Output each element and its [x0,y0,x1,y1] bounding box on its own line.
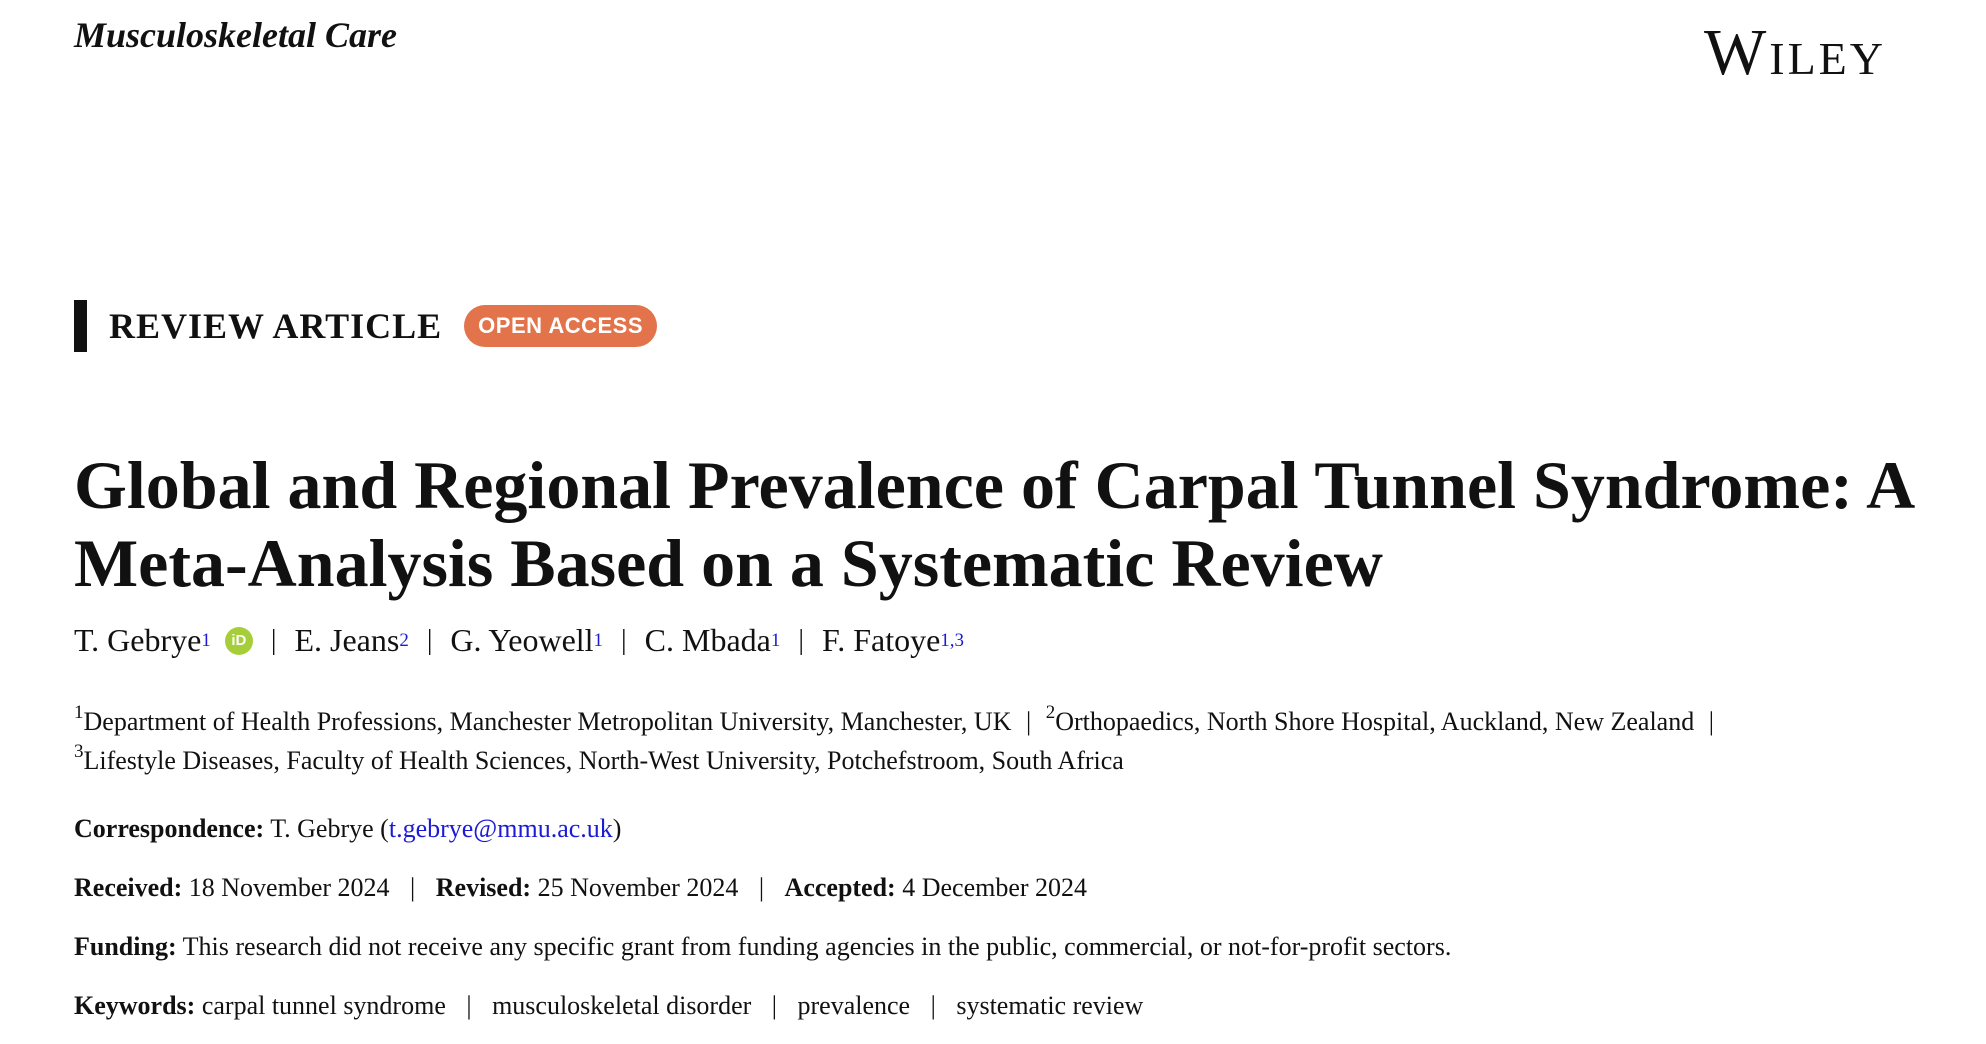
revised-date: 25 November 2024 [537,873,739,902]
funding [74,932,1451,962]
revised-label: Revised: [435,873,532,902]
separator: | [1708,707,1714,736]
keywords [74,991,1143,1021]
separator: | [270,624,277,656]
affiliations [74,702,1794,780]
affiliation: Orthopaedics, North Shore Hospital, Auckland, New Zealand [1055,707,1695,736]
journal-name: Musculoskeletal Care [74,15,398,55]
correspondence-name: T. Gebrye [270,814,374,843]
article-title: Global and Regional Prevalence of Carpal Tunnel Syndrome: A Meta-Analysis Based on a Systematic Review [74,447,1912,601]
author-list: T. Gebrye 1 iD | E. Jeans 2 | G. Yeowell 1 | C. Mbada 1 | F. Fatoye 1,3 [74,622,965,658]
article-dates [74,873,1087,903]
author-name[interactable]: E. Jeans [294,622,400,658]
separator: | [426,624,433,656]
author-name[interactable]: C. Mbada [644,622,771,658]
received-label: Received: [74,873,183,902]
keyword[interactable]: musculoskeletal disorder [492,991,752,1020]
separator: | [930,991,936,1020]
separator: | [621,624,627,656]
publisher-logo: Wiley [1703,16,1886,89]
correspondence-label: Correspondence: [74,814,265,843]
keyword[interactable]: systematic review [956,991,1144,1020]
open-access-badge: OPEN ACCESS [464,305,657,347]
correspondence: Correspondence: T. Gebrye (t.gebrye@mmu.ac.uk) [74,814,622,843]
separator: | [758,873,765,902]
funding-text: This research did not receive any specific grant from funding agencies in the public, commercial, or not-for-profit sectors. [182,932,1452,961]
separator: | [771,991,778,1020]
author-name[interactable]: G. Yeowell [450,622,594,658]
accepted-date: 4 December 2024 [902,873,1088,902]
correspondence-email-link[interactable]: t.gebrye@mmu.ac.uk [388,814,613,843]
separator: | [466,991,472,1020]
affiliation: Lifestyle Diseases, Faculty of Health Sciences, North-West University, Potchefstroom, South Africa [83,746,1124,775]
separator: | [798,624,804,656]
affil-number: 2 [1045,702,1056,723]
orcid-icon[interactable]: iD [225,627,253,655]
affiliation: Department of Health Professions, Manchester Metropolitan University, Manchester, UK [83,707,1012,736]
author-name[interactable]: F. Fatoye [821,622,941,658]
article-type-row [74,300,657,352]
separator: | [1025,707,1032,736]
received-date: 18 November 2024 [188,873,390,902]
keyword[interactable]: carpal tunnel syndrome [201,991,446,1020]
article-type-bar [74,300,87,352]
author-name[interactable]: T. Gebrye [74,622,202,658]
accepted-label: Accepted: [784,873,896,902]
funding-label: Funding: [74,932,177,961]
affil-number: 3 [74,741,84,762]
separator: | [410,873,416,902]
article-type: REVIEW ARTICLE [109,306,443,346]
keyword[interactable]: prevalence [797,991,911,1020]
keywords-label: Keywords: [74,991,196,1020]
affil-number: 1 [74,702,84,723]
